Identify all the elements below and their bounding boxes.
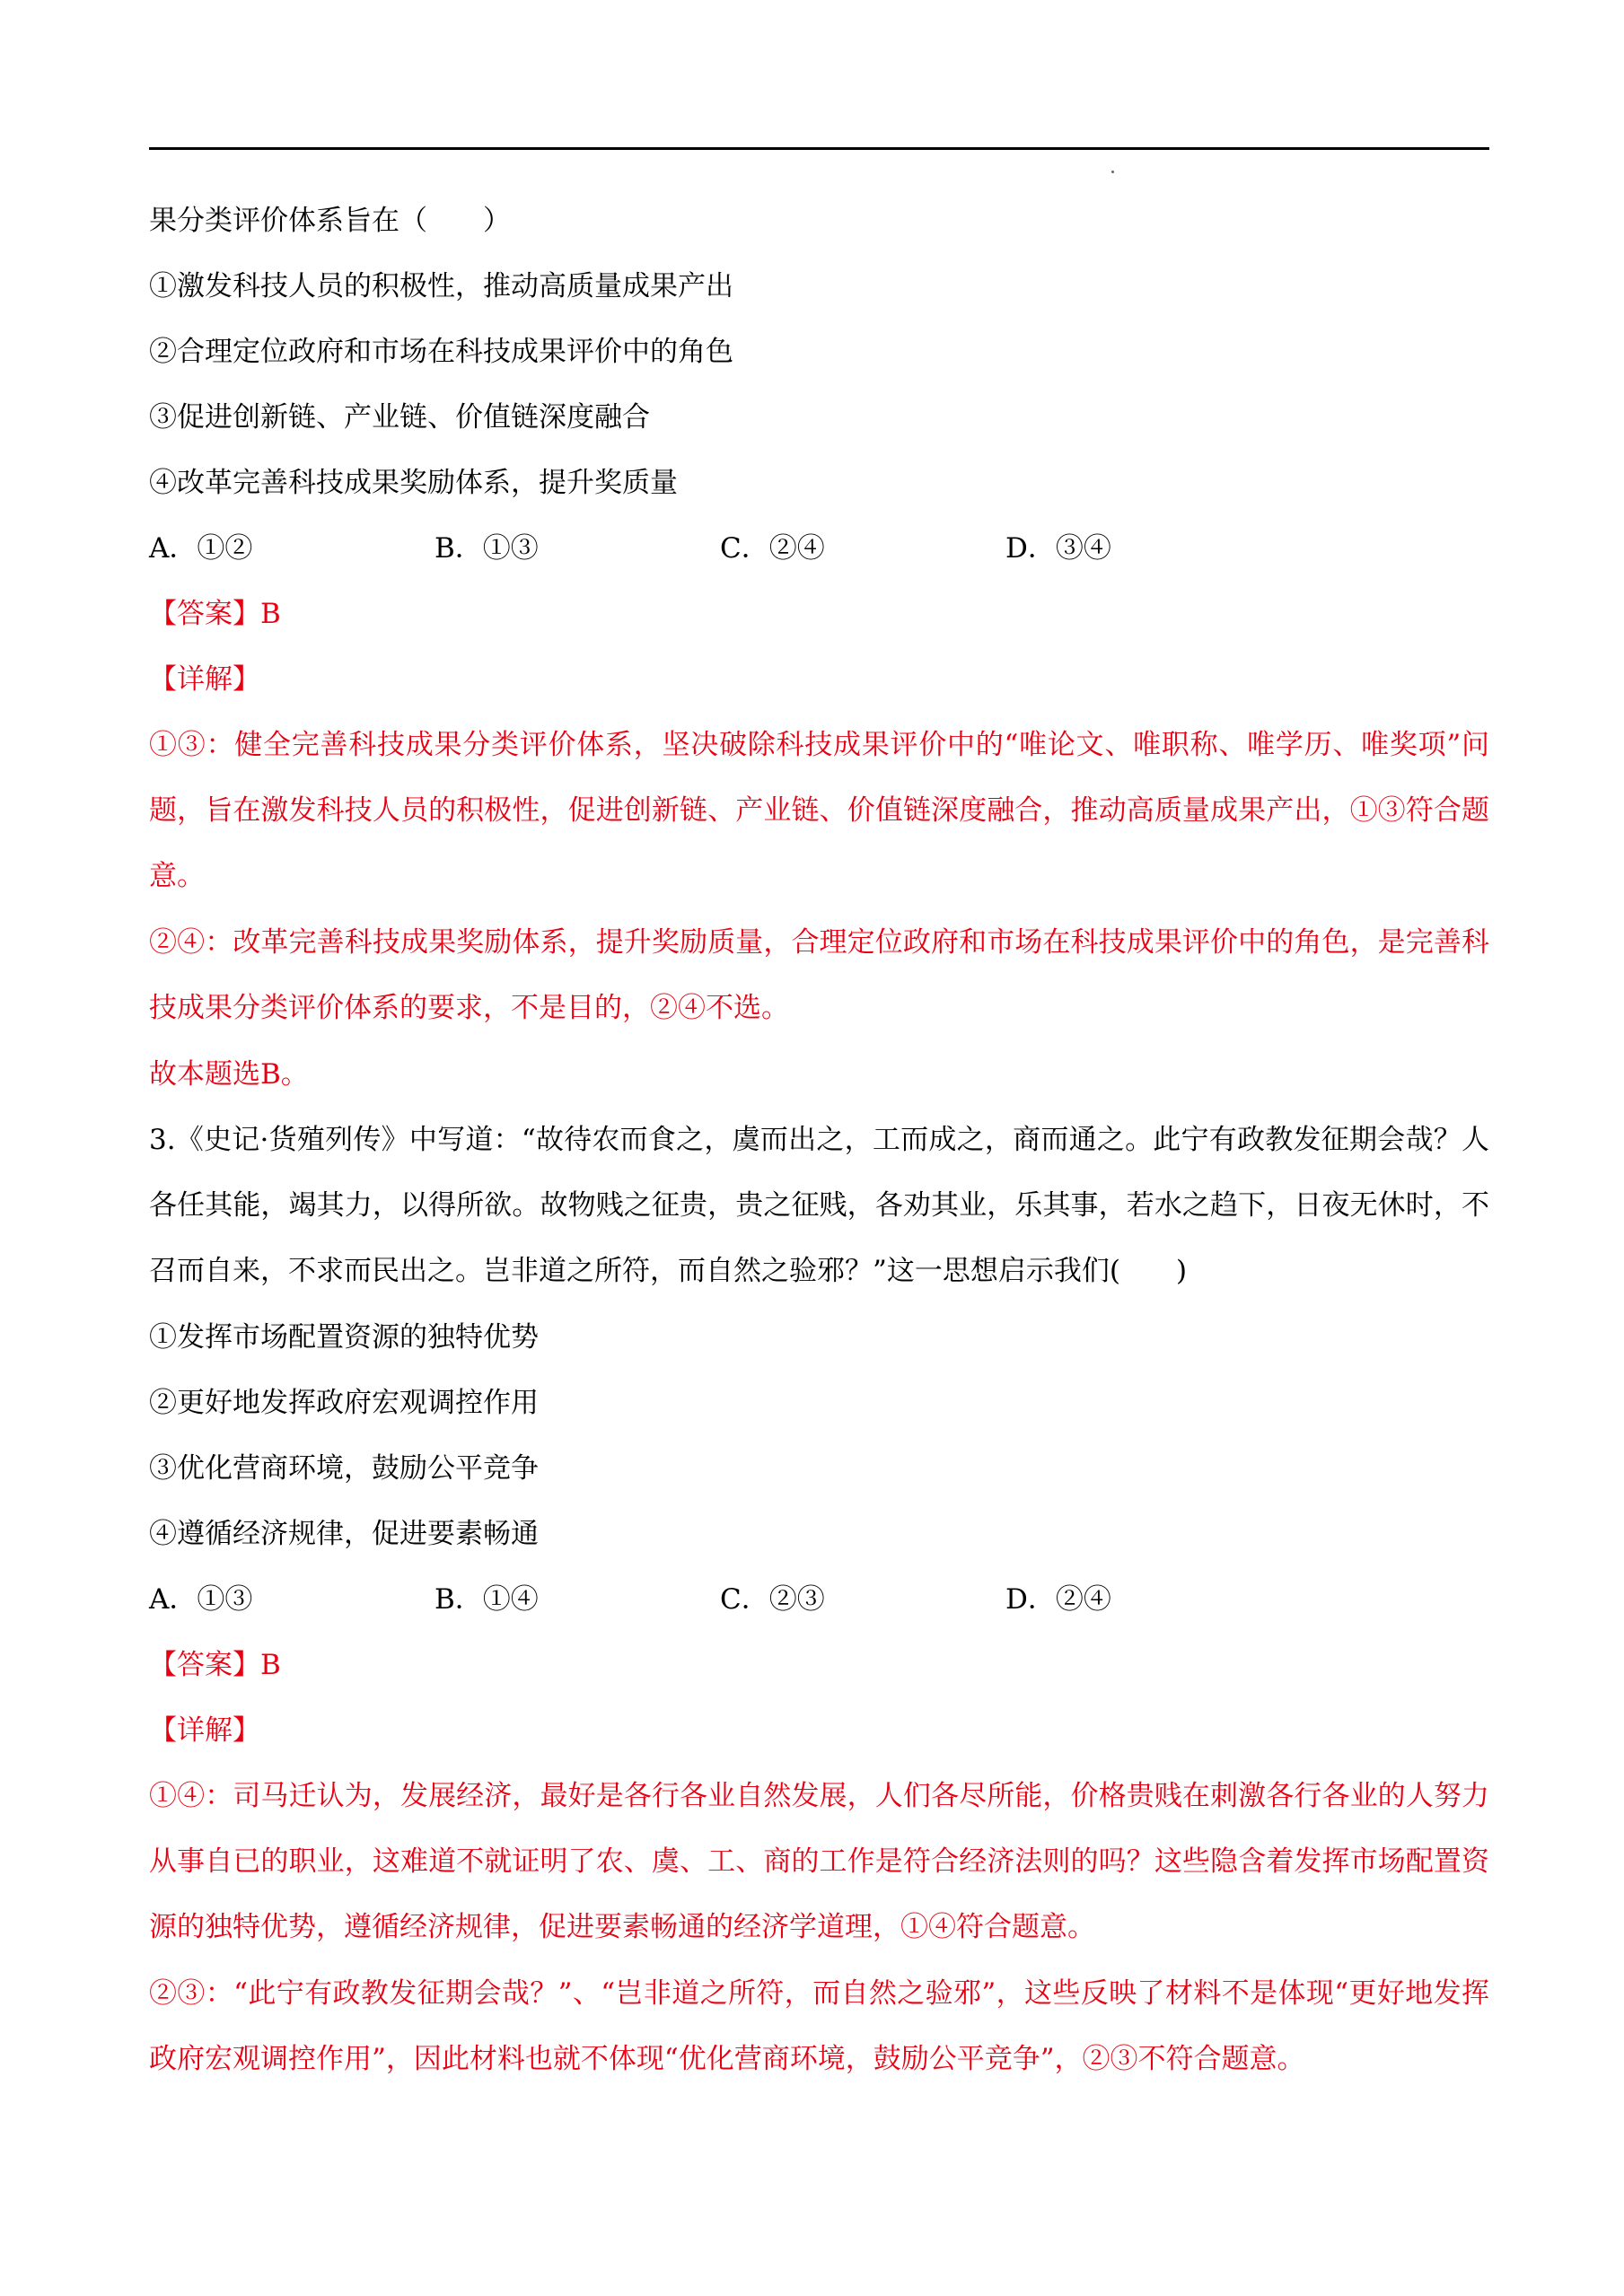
q2-answer: 【答案】B: [149, 598, 281, 630]
q2-options: [149, 532, 1489, 565]
q2-item-4: ④改革完善科技成果奖励体系，提升奖质量: [149, 467, 678, 499]
q3-item-2: ②更好地发挥政府宏观调控作用: [149, 1387, 539, 1419]
q3-explain-2: ②③：“此宁有政教发征期会哉？”、“岂非道之所符，而自然之验邪”，这些反映了材料不是体现“更好地发挥政府宏观调控作用”，因此材料也就不体现“优化营商环境，鼓励公平竞争”，②③不符合题意。: [149, 1977, 1489, 2075]
header-mark: [1111, 171, 1114, 173]
q3-option-d: D．②④: [1005, 1583, 1111, 1616]
q2-option-b: B．①③: [435, 532, 539, 565]
document-body: [149, 205, 1489, 2109]
q2-option-c: C．②④: [720, 532, 825, 565]
q2-conclusion: 故本题选B。: [149, 1058, 309, 1091]
q3-option-b: B．①④: [435, 1583, 539, 1616]
q3-options: [149, 1583, 1489, 1616]
q2-item-1: ①激发科技人员的积极性，推动高质量成果产出: [149, 270, 733, 302]
q3-stem: 3.《史记·货殖列传》中写道：“故待农而食之，虞而出之，工而成之，商而通之。此宁有政教发征期会哉？人各任其能，竭其力，以得所欲。故物贱之征贵，贵之征贱，各劝其业，乐其事，若水之趋下，日夜无休时，不召而自来，不求而民出之。岂非道之所符，而自然之验邪？”这一思想启示我们( ): [149, 1124, 1489, 1287]
q3-item-1: ①发挥市场配置资源的独特优势: [149, 1321, 539, 1354]
q3-item-4: ④遵循经济规律，促进要素畅通: [149, 1518, 539, 1550]
q2-item-2: ②合理定位政府和市场在科技成果评价中的角色: [149, 336, 733, 368]
q2-stem-tail: 果分类评价体系旨在（ ）: [149, 205, 511, 237]
q3-item-3: ③优化营商环境，鼓励公平竞争: [149, 1452, 539, 1485]
q2-explain-label: 【详解】: [149, 663, 260, 696]
q3-explain-label: 【详解】: [149, 1714, 260, 1747]
q3-explain-1: ①④：司马迁认为，发展经济，最好是各行各业自然发展，人们各尽所能，价格贵贱在刺激各行各业的人努力从事自已的职业，这难道不就证明了农、虞、工、商的工作是符合经济法则的吗？这些隐含着发挥市场配置资源的独特优势，遵循经济规律，促进要素畅通的经济学道理，①④符合题意。: [149, 1780, 1489, 1943]
q2-explain-2: ②④：改革完善科技成果奖励体系，提升奖励质量，合理定位政府和市场在科技成果评价中的角色，是完善科技成果分类评价体系的要求，不是目的，②④不选。: [149, 926, 1489, 1024]
q2-option-d: D．③④: [1005, 532, 1111, 565]
header-rule: [149, 147, 1489, 150]
q2-option-a: A．①②: [149, 532, 253, 565]
q2-item-3: ③促进创新链、产业链、价值链深度融合: [149, 401, 650, 434]
q2-explain-1: ①③：健全完善科技成果分类评价体系，坚决破除科技成果评价中的“唯论文、唯职称、唯学历、唯奖项”问题，旨在激发科技人员的积极性，促进创新链、产业链、价值链深度融合，推动高质量成果产出，①③符合题意。: [149, 729, 1489, 892]
q3-option-c: C．②③: [720, 1583, 825, 1616]
q3-option-a: A．①③: [149, 1583, 253, 1616]
q3-answer: 【答案】B: [149, 1649, 281, 1681]
